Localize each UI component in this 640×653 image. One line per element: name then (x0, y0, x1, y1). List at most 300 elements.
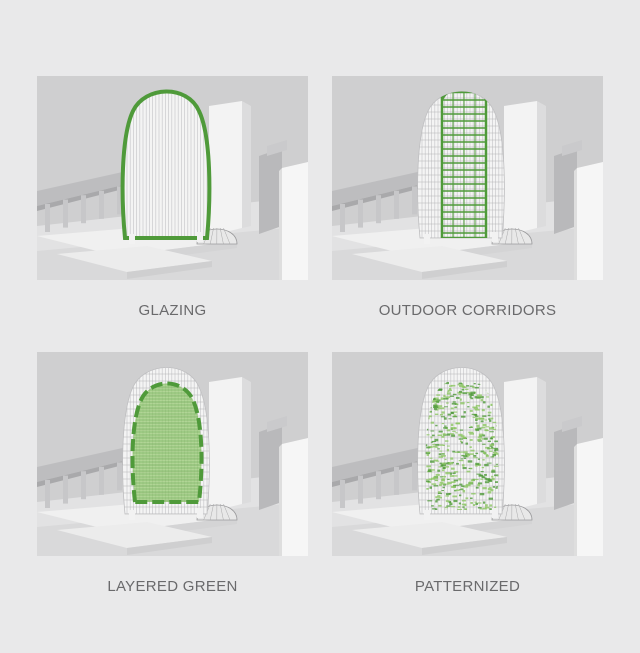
pattern-leaf (434, 408, 437, 410)
highway-pillar (45, 204, 50, 232)
pattern-leaf (430, 458, 433, 459)
pattern-leaf (436, 499, 440, 501)
pattern-leaf (486, 454, 488, 456)
pattern-leaf (470, 502, 473, 504)
highway-pillar (99, 467, 104, 495)
model-render-corridors (332, 76, 603, 280)
pattern-leaf (447, 446, 450, 447)
pattern-leaf (460, 399, 462, 401)
pattern-leaf (471, 392, 476, 394)
pattern-leaf (460, 430, 463, 431)
pattern-leaf (447, 429, 450, 431)
pattern-leaf (451, 435, 455, 437)
pattern-leaf (495, 481, 498, 483)
pattern-leaf (438, 493, 442, 494)
pattern-leaf (494, 448, 498, 449)
pattern-leaf (458, 506, 461, 508)
pattern-leaf (440, 463, 442, 465)
pattern-leaf (459, 495, 461, 497)
pattern-leaf (451, 424, 454, 426)
pattern-leaf (467, 402, 470, 403)
pattern-leaf (445, 507, 448, 508)
pattern-leaf (478, 502, 482, 503)
pattern-leaf (473, 457, 477, 458)
pattern-leaf (460, 441, 462, 442)
pattern-leaf (452, 431, 456, 432)
pattern-leaf (483, 452, 486, 454)
pattern-leaf (474, 383, 476, 384)
pattern-leaf (486, 396, 489, 397)
pattern-leaf (464, 485, 468, 487)
pattern-leaf (434, 460, 439, 462)
pattern-leaf (447, 434, 451, 436)
slab-tower (504, 377, 537, 512)
pattern-leaf (463, 467, 467, 469)
pattern-leaf (456, 463, 459, 465)
pattern-leaf (446, 500, 450, 502)
pattern-leaf (488, 491, 492, 493)
pattern-leaf (459, 503, 461, 505)
pattern-leaf (459, 484, 462, 486)
pattern-leaf (463, 451, 467, 453)
slab-tower-side (242, 101, 251, 228)
pattern-leaf (453, 416, 458, 417)
pattern-leaf (431, 422, 434, 424)
pattern-leaf (479, 475, 483, 477)
pattern-leaf (494, 466, 499, 467)
pattern-leaf (454, 471, 458, 472)
pattern-leaf (482, 415, 486, 417)
highway-pillar (81, 195, 86, 223)
pattern-leaf (464, 457, 466, 459)
pattern-leaf (488, 412, 492, 414)
pattern-leaf (452, 473, 455, 475)
pattern-leaf (449, 385, 452, 386)
entrance-column (424, 234, 430, 244)
pattern-leaf (442, 469, 445, 471)
pattern-leaf (465, 389, 468, 390)
pattern-leaf (482, 487, 487, 489)
highway-pillar (340, 480, 345, 508)
pattern-leaf (473, 417, 476, 418)
pattern-leaf (477, 474, 482, 475)
pattern-leaf (483, 502, 485, 504)
pattern-leaf (443, 395, 445, 397)
pattern-leaf (426, 465, 431, 467)
pattern-leaf (482, 459, 484, 460)
pattern-leaf (428, 470, 432, 473)
pattern-leaf (436, 474, 440, 476)
pattern-leaf (477, 439, 480, 441)
entrance-column (129, 510, 135, 520)
foreground-block (282, 162, 308, 280)
pattern-leaf (494, 449, 496, 451)
pattern-leaf (478, 459, 480, 460)
pattern-leaf (485, 481, 489, 483)
pattern-leaf (456, 422, 460, 424)
entrance-column (492, 508, 498, 518)
pattern-leaf (439, 453, 441, 455)
caption-outdoor-corridors: OUTDOOR CORRIDORS (378, 302, 557, 319)
pattern-leaf (437, 448, 440, 449)
pattern-leaf (437, 495, 440, 497)
slab-tower (504, 101, 537, 236)
pattern-leaf (470, 446, 472, 448)
pattern-leaf (453, 500, 457, 502)
pattern-leaf (458, 434, 463, 437)
pattern-leaf (485, 430, 488, 431)
pattern-leaf (475, 387, 479, 389)
pattern-leaf (471, 479, 475, 481)
pattern-leaf (459, 438, 463, 439)
pattern-leaf (491, 476, 493, 478)
pattern-leaf (461, 488, 464, 489)
pattern-leaf (431, 431, 435, 432)
pattern-leaf (442, 490, 445, 491)
pattern-leaf (470, 426, 472, 427)
pattern-leaf (444, 406, 448, 407)
pattern-leaf (493, 452, 498, 453)
pattern-leaf (462, 464, 464, 466)
pattern-leaf (475, 463, 479, 465)
highway-pillar (81, 471, 86, 499)
stepped-building (554, 148, 577, 234)
pattern-leaf (484, 464, 489, 466)
pattern-leaf (466, 443, 469, 445)
pattern-leaf (453, 401, 456, 402)
pattern-leaf (493, 429, 496, 430)
green-layer (133, 384, 202, 503)
pattern-leaf (453, 475, 458, 476)
pattern-leaf (443, 433, 446, 435)
pattern-leaf (482, 444, 486, 445)
pattern-leaf (430, 436, 432, 438)
pattern-leaf (449, 462, 454, 464)
pattern-leaf (431, 442, 434, 443)
pattern-leaf (455, 407, 457, 408)
pattern-leaf (451, 481, 455, 483)
pattern-leaf (454, 427, 457, 429)
pattern-leaf (454, 480, 458, 482)
pattern-leaf (487, 463, 492, 464)
pattern-leaf (489, 498, 493, 500)
pattern-leaf (461, 455, 463, 456)
pattern-leaf (434, 406, 439, 408)
pattern-leaf (489, 451, 493, 452)
pattern-leaf (460, 402, 464, 404)
pattern-leaf (492, 478, 495, 481)
pattern-leaf (445, 495, 449, 496)
pattern-leaf (480, 479, 483, 480)
pattern-leaf (483, 424, 487, 426)
highway-pillar (412, 186, 417, 214)
pattern-leaf (445, 440, 449, 442)
foreground-block (577, 162, 603, 280)
pattern-leaf (497, 383, 500, 385)
pattern-leaf (463, 490, 466, 492)
pattern-leaf (467, 406, 469, 407)
pattern-leaf (465, 509, 467, 511)
stepped-building (554, 424, 577, 510)
pattern-leaf (480, 493, 485, 495)
pattern-leaf (438, 405, 443, 407)
pattern-leaf (459, 489, 463, 490)
highway-pillar (358, 200, 363, 228)
highway-pillar (63, 476, 68, 504)
pattern-leaf (430, 487, 433, 489)
pattern-leaf (442, 467, 445, 469)
pattern-leaf (446, 466, 450, 468)
pattern-leaf (441, 454, 445, 455)
highway-pillar (394, 467, 399, 495)
pattern-leaf (462, 500, 466, 502)
pattern-leaf (486, 426, 490, 427)
pattern-leaf (476, 405, 480, 407)
pattern-leaf (427, 500, 432, 501)
foreground-block (577, 438, 603, 556)
foreground-block-side (574, 168, 577, 280)
pattern-leaf (438, 497, 442, 499)
pattern-leaf (442, 436, 445, 438)
pattern-leaf (454, 412, 458, 413)
caption-glazing: GLAZING (138, 302, 207, 319)
slab-tower (209, 377, 242, 512)
pattern-leaf (466, 385, 469, 387)
panel-glazing (37, 76, 308, 280)
entrance-column (129, 234, 135, 244)
pattern-leaf (498, 383, 500, 385)
entrance-column (197, 232, 203, 242)
pattern-leaf (485, 420, 487, 421)
highway-pillar (99, 191, 104, 219)
pattern-leaf (488, 441, 491, 442)
highway-pillar (376, 471, 381, 499)
pattern-leaf (490, 504, 493, 506)
highway-pillar (340, 204, 345, 232)
pattern-leaf (470, 468, 472, 470)
pattern-leaf (489, 487, 491, 488)
pattern-leaf (473, 455, 476, 457)
slab-tower (209, 101, 242, 236)
pattern-leaf (491, 447, 493, 449)
highway-pillar (412, 462, 417, 490)
pattern-leaf (439, 484, 442, 486)
pattern-leaf (435, 414, 439, 415)
pattern-leaf (500, 384, 502, 385)
pattern-leaf (493, 486, 495, 488)
pattern-leaf (428, 481, 431, 482)
pattern-leaf (463, 437, 467, 439)
foreground-block-side (574, 444, 577, 556)
pattern-leaf (451, 412, 454, 414)
pattern-leaf (490, 418, 493, 420)
pattern-leaf (445, 459, 447, 460)
pattern-leaf (470, 450, 474, 452)
pattern-leaf (475, 429, 479, 431)
pattern-leaf (490, 444, 495, 446)
pattern-leaf (435, 500, 437, 502)
pattern-leaf (472, 414, 477, 415)
pattern-leaf (431, 478, 435, 480)
pattern-leaf (461, 416, 466, 418)
pattern-leaf (477, 484, 480, 487)
pattern-leaf (488, 418, 490, 420)
highway-pillar (45, 480, 50, 508)
pattern-leaf (475, 409, 480, 411)
pattern-leaf (455, 432, 458, 433)
pattern-leaf (489, 420, 491, 422)
foreground-block-side (279, 444, 282, 556)
pattern-leaf (432, 483, 437, 485)
pattern-leaf (477, 394, 482, 396)
pattern-leaf (442, 476, 446, 478)
pattern-leaf (446, 506, 450, 507)
pattern-leaf (433, 446, 437, 448)
pattern-leaf (440, 476, 443, 477)
pattern-leaf (490, 446, 493, 447)
pattern-leaf (453, 394, 457, 395)
pattern-leaf (467, 471, 471, 473)
egg-tower (123, 91, 210, 238)
pattern-leaf (441, 464, 444, 466)
pattern-leaf (451, 468, 455, 470)
pattern-leaf (447, 392, 451, 394)
pattern-leaf (469, 482, 473, 484)
pattern-leaf (488, 415, 491, 416)
pattern-leaf (437, 470, 440, 472)
pattern-leaf (447, 479, 450, 480)
pattern-leaf (449, 493, 452, 494)
pattern-leaf (476, 487, 479, 489)
pattern-leaf (451, 486, 456, 488)
pattern-leaf (484, 438, 488, 440)
pattern-leaf (491, 470, 495, 472)
panel-patternized (332, 352, 603, 556)
pattern-leaf (469, 433, 474, 435)
pattern-leaf (461, 458, 463, 459)
pattern-leaf (451, 408, 454, 410)
pattern-leaf (489, 431, 493, 432)
pattern-leaf (458, 478, 461, 480)
pattern-leaf (475, 453, 478, 454)
pattern-leaf (483, 401, 486, 403)
pattern-leaf (444, 426, 446, 427)
caption-patternized: PATTERNIZED (414, 578, 521, 595)
pattern-leaf (470, 410, 473, 412)
pattern-leaf (476, 423, 478, 424)
pattern-leaf (450, 473, 452, 475)
pattern-leaf (488, 488, 492, 491)
pattern-leaf (493, 454, 497, 456)
pattern-leaf (442, 423, 444, 424)
pattern-leaf (428, 447, 430, 448)
pattern-leaf (435, 425, 437, 427)
pattern-leaf (470, 439, 473, 441)
pattern-leaf (460, 452, 464, 453)
pattern-leaf (473, 504, 475, 506)
pattern-leaf (462, 504, 466, 506)
pattern-leaf (441, 479, 445, 482)
pattern-leaf (452, 496, 457, 498)
pattern-leaf (472, 386, 474, 388)
pattern-leaf (471, 493, 476, 495)
pattern-leaf (450, 396, 454, 397)
pattern-leaf (446, 402, 448, 403)
pattern-leaf (487, 406, 490, 408)
pattern-leaf (462, 389, 465, 391)
pattern-leaf (490, 456, 494, 457)
pattern-leaf (439, 444, 443, 446)
slab-tower-side (242, 377, 251, 504)
pattern-leaf (456, 489, 460, 491)
pattern-leaf (490, 438, 493, 439)
pattern-leaf (482, 467, 484, 468)
pattern-leaf (447, 482, 452, 484)
pattern-leaf (485, 504, 488, 506)
pattern-leaf (448, 390, 452, 391)
pattern-leaf (440, 407, 444, 409)
pattern-leaf (436, 401, 439, 402)
pattern-leaf (435, 480, 438, 481)
pattern-leaf (477, 425, 480, 427)
pattern-leaf (472, 407, 477, 408)
pattern-leaf (450, 457, 453, 459)
pattern-leaf (475, 465, 478, 467)
model-render-glazing (37, 76, 308, 280)
pattern-leaf (440, 482, 444, 484)
pattern-leaf (474, 479, 478, 480)
slab-tower-side (537, 101, 546, 228)
highway-pillar (358, 476, 363, 504)
pattern-leaf (427, 452, 431, 453)
pattern-leaf (441, 416, 445, 417)
pattern-leaf (459, 460, 464, 461)
pattern-leaf (448, 418, 451, 419)
entrance-column (492, 232, 498, 242)
pattern-leaf (481, 471, 484, 472)
pattern-leaf (442, 411, 445, 413)
pattern-leaf (482, 435, 485, 437)
pattern-leaf (485, 507, 490, 509)
pattern-leaf (463, 392, 468, 394)
entrance-column (197, 508, 203, 518)
pattern-leaf (435, 444, 439, 446)
pattern-leaf (443, 427, 447, 429)
pattern-leaf (470, 498, 473, 500)
pattern-leaf (458, 394, 461, 395)
pattern-leaf (476, 418, 480, 420)
pattern-leaf (459, 383, 463, 385)
pattern-leaf (434, 439, 438, 442)
pattern-leaf (456, 404, 458, 406)
pattern-leaf (431, 505, 434, 506)
pattern-leaf (439, 431, 443, 433)
pattern-leaf (459, 391, 462, 393)
pattern-leaf (439, 451, 442, 452)
pattern-leaf (427, 454, 429, 456)
highway-pillar (63, 200, 68, 228)
pattern-leaf (485, 447, 489, 449)
pattern-leaf (461, 485, 464, 487)
pattern-leaf (495, 386, 500, 389)
pattern-leaf (464, 411, 466, 413)
pattern-leaf (432, 444, 435, 445)
model-render-patternized (332, 352, 603, 556)
pattern-leaf (470, 453, 474, 455)
stepped-building (259, 148, 282, 234)
panel-layered-green (37, 352, 308, 556)
foreground-block-side (279, 168, 282, 280)
